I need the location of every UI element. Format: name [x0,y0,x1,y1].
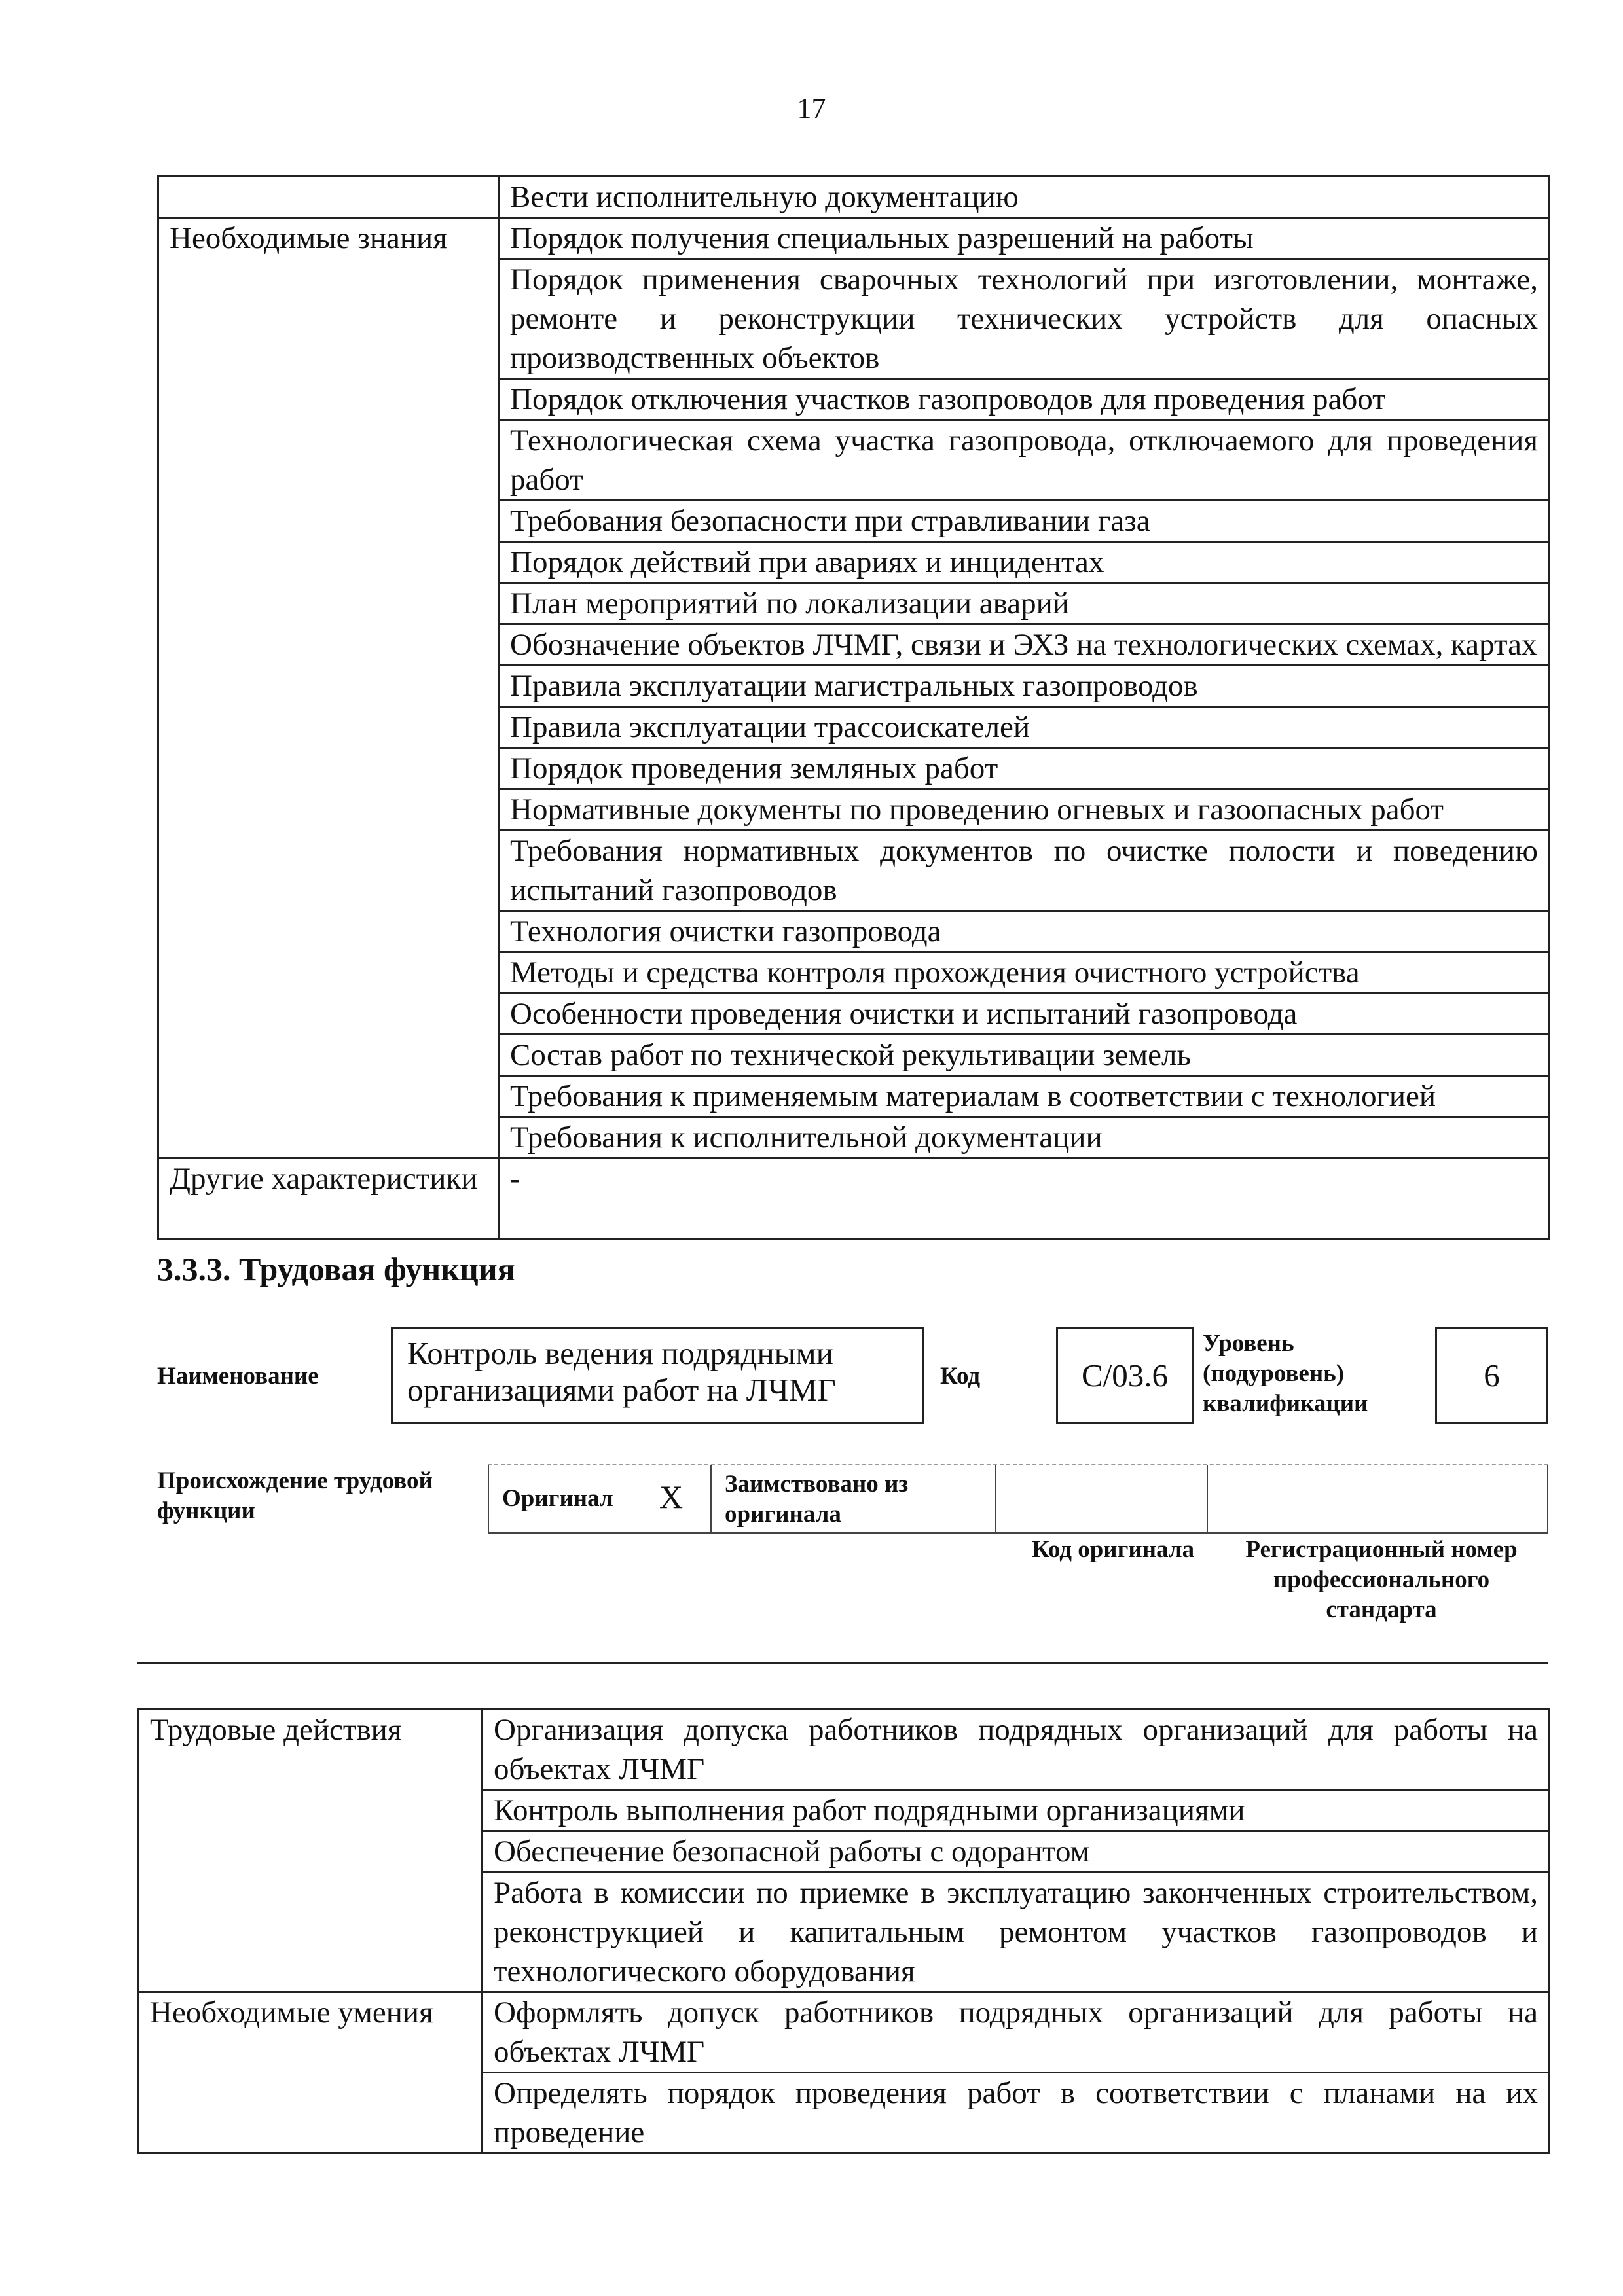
table-row [158,177,1550,218]
row-text: Организация допуска работников подрядных организаций для работы на объектах ЛЧМГ [483,1710,1550,1790]
borrowed-label: Заимствовано из оригинала [725,1471,909,1528]
table-row [139,1992,1550,2073]
knowledge-table [157,175,1550,1240]
row-text: Требования к применяемым материалам в соответствии с технологией [499,1076,1550,1117]
row-text: Методы и средства контроля прохождения очистного устройства [499,952,1550,994]
row-text: Требования нормативных документов по очистке полости и поведению испытаний газопроводов [499,831,1550,911]
level-box: 6 [1435,1327,1548,1424]
row-text: Технология очистки газопровода [499,911,1550,952]
original-label: Оригинал [502,1485,613,1512]
row-text: Состав работ по технической рекультивации земель [499,1035,1550,1076]
row-text: Работа в комиссии по приемке в эксплуатацию законченных строительством, реконструкцией и капитальным ремонтом участков газопроводов и технологического оборудования [483,1873,1550,1992]
code-label: Код [940,1363,981,1390]
table-row [158,218,1550,259]
row-text: Правила эксплуатации трассоискателей [499,707,1550,748]
row-text: Обеспечение безопасной работы с одорантом [483,1831,1550,1873]
row-text: Нормативные документы по проведению огневых и газоопасных работ [499,789,1550,831]
reg-number-caption: Регистрационный номер профессионального стандарта [1245,1536,1518,1623]
row-label-other: Другие характеристики [158,1158,499,1240]
row-label-actions: Трудовые действия [139,1710,483,1992]
row-text: Порядок проведения земляных работ [499,748,1550,789]
page-number: 17 [797,92,826,124]
row-text: Обозначение объектов ЛЧМГ, связи и ЭХЗ на технологических схемах, картах [499,624,1550,666]
table-row [139,1710,1550,1790]
divider [1547,1465,1548,1532]
row-text: Правила эксплуатации магистральных газопроводов [499,666,1550,707]
origin-label: Происхождение трудовой функции [157,1467,433,1524]
row-text: Оформлять допуск работников подрядных организаций для работы на объектах ЛЧМГ [483,1992,1550,2073]
code-box: С/03.6 [1056,1327,1194,1424]
section-title: 3.3.3. Трудовая функция [157,1251,515,1287]
row-text: Определять порядок проведения работ в соответствии с планами на их проведение [483,2073,1550,2153]
separator-line [137,1662,1548,1664]
function-name-box: Контроль ведения подрядными организациями работ на ЛЧМГ [391,1327,924,1424]
actions-table [137,1708,1550,2154]
origin-row [488,1464,1548,1534]
row-text: Требования безопасности при стравливании газа [499,501,1550,542]
row-text: Особенности проведения очистки и испытаний газопровода [499,994,1550,1035]
row-text: Вести исполнительную документацию [499,177,1550,218]
row-text: План мероприятий по локализации аварий [499,583,1550,624]
row-text: Порядок отключения участков газопроводов для проведения работ [499,379,1550,420]
name-label: Наименование [157,1363,319,1390]
table-row [158,1158,1550,1240]
row-text: Порядок получения специальных разрешений на работы [499,218,1550,259]
row-text: Технологическая схема участка газопровода, отключаемого для проведения работ [499,420,1550,501]
row-text: Порядок действий при авариях и инцидентах [499,542,1550,583]
row-text: Порядок применения сварочных технологий при изготовлении, монтаже, ремонте и реконструкции технических устройств для опасных производственных объектов [499,259,1550,379]
level-label: Уровень (подуровень) квалификации [1203,1330,1368,1417]
divider [710,1465,712,1532]
row-text: Контроль выполнения работ подрядными организациями [483,1790,1550,1831]
divider [488,1465,489,1532]
row-label-skills: Необходимые умения [139,1992,483,2153]
original-mark: X [659,1479,684,1515]
row-label [158,177,499,218]
divider [995,1465,996,1532]
code-original-caption: Код оригинала [1031,1536,1195,1563]
row-text: - [499,1158,1550,1240]
row-text: Требования к исполнительной документации [499,1117,1550,1158]
row-label-knowledge: Необходимые знания [158,218,499,1158]
divider [1207,1465,1208,1532]
